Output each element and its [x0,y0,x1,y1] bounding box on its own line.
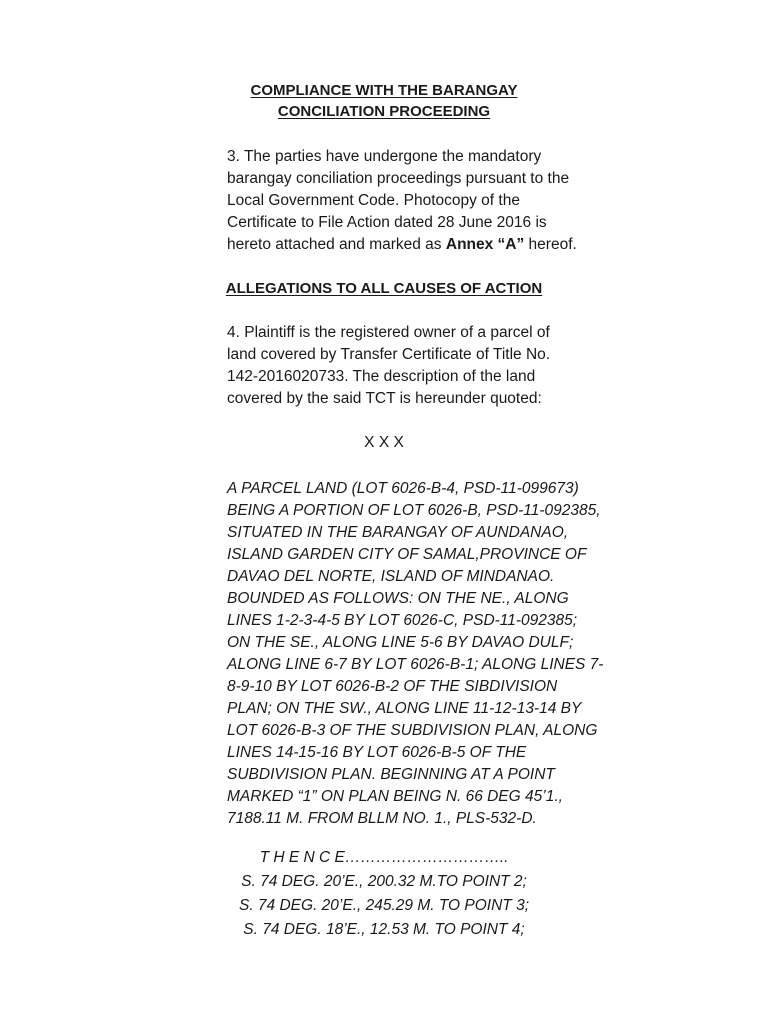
description-line: MARKED “1” ON PLAN BEING N. 66 DEG 45’1., [227,788,563,805]
description-line: ON THE SE., ALONG LINE 5-6 BY DAVAO DULF; [227,634,574,651]
description-line: PLAN; ON THE SW., ALONG LINE 11-12-13-14 BY [227,700,582,717]
paragraph-3-text: hereof. [524,236,577,253]
description-line: BOUNDED AS FOLLOWS: ON THE NE., ALONG [227,590,569,607]
description-line: DAVAO DEL NORTE, ISLAND OF MINDANAO. [227,568,555,585]
description-line: BEING A PORTION OF LOT 6026-B, PSD-11-092385, [227,502,601,519]
description-line: A PARCEL LAND (LOT 6026-B-4, PSD-11-099673) [227,480,579,497]
paragraph-3-line [227,234,607,256]
thence-line: S. 74 DEG. 20’E., 245.29 M. TO POINT 3; [238,897,530,914]
description-line: LOT 6026-B-3 OF THE SUBDIVISION PLAN, ALONG [227,722,598,739]
paragraph-3-line: barangay conciliation proceedings pursuant to the [227,170,570,187]
paragraph-4-line: land covered by Transfer Certificate of Title No. [227,346,551,363]
paragraph-4-line: covered by the said TCT is hereunder quoted: [227,390,542,407]
thence-line: S. 74 DEG. 20’E., 200.32 M.TO POINT 2; [241,873,527,890]
description-line: SITUATED IN THE BARANGAY OF AUNDANAO, [227,524,569,541]
description-line: LINES 14-15-16 BY LOT 6026-B-5 OF THE [227,744,527,761]
description-line: 7188.11 M. FROM BLLM NO. 1., PLS-532-D. [227,810,537,827]
paragraph-4 [227,322,607,410]
description-line: 8-9-10 BY LOT 6026-B-2 OF THE SIBDIVISION [227,678,558,695]
description-line: ISLAND GARDEN CITY OF SAMAL,PROVINCE OF [227,546,587,563]
section-heading-compliance-line1: COMPLIANCE WITH THE BARANGAY [250,82,518,99]
paragraph-3-text: hereto attached and marked as [227,236,446,253]
description-line: SUBDIVISION PLAN. BEGINNING AT A POINT [227,766,555,783]
paragraph-3-line: Certificate to File Action dated 28 June 2016 is [227,214,547,231]
land-description [227,478,607,830]
paragraph-3-line: 3. The parties have undergone the mandatory [227,148,542,165]
description-line: ALONG LINE 6-7 BY LOT 6026-B-1; ALONG LINES 7- [227,656,604,673]
section-heading-allegations: ALLEGATIONS TO ALL CAUSES OF ACTION [225,280,543,297]
thence-line: S. 74 DEG. 18’E., 12.53 M. TO POINT 4; [243,921,525,938]
section-heading-compliance-line2: CONCILIATION PROCEEDING [277,103,491,120]
thence-block [0,846,768,942]
description-line: LINES 1-2-3-4-5 BY LOT 6026-C, PSD-11-092385; [227,612,578,629]
paragraph-3-line: Local Government Code. Photocopy of the [227,192,520,209]
annex-reference: Annex “A” [445,236,525,253]
paragraph-4-line: 4. Plaintiff is the registered owner of a parcel of [227,324,550,341]
paragraph-3 [227,146,607,256]
separator-xxx: X X X [364,434,404,451]
thence-heading: T H E N C E………………………….. [259,849,509,866]
paragraph-4-line: 142-2016020733. The description of the land [227,368,536,385]
